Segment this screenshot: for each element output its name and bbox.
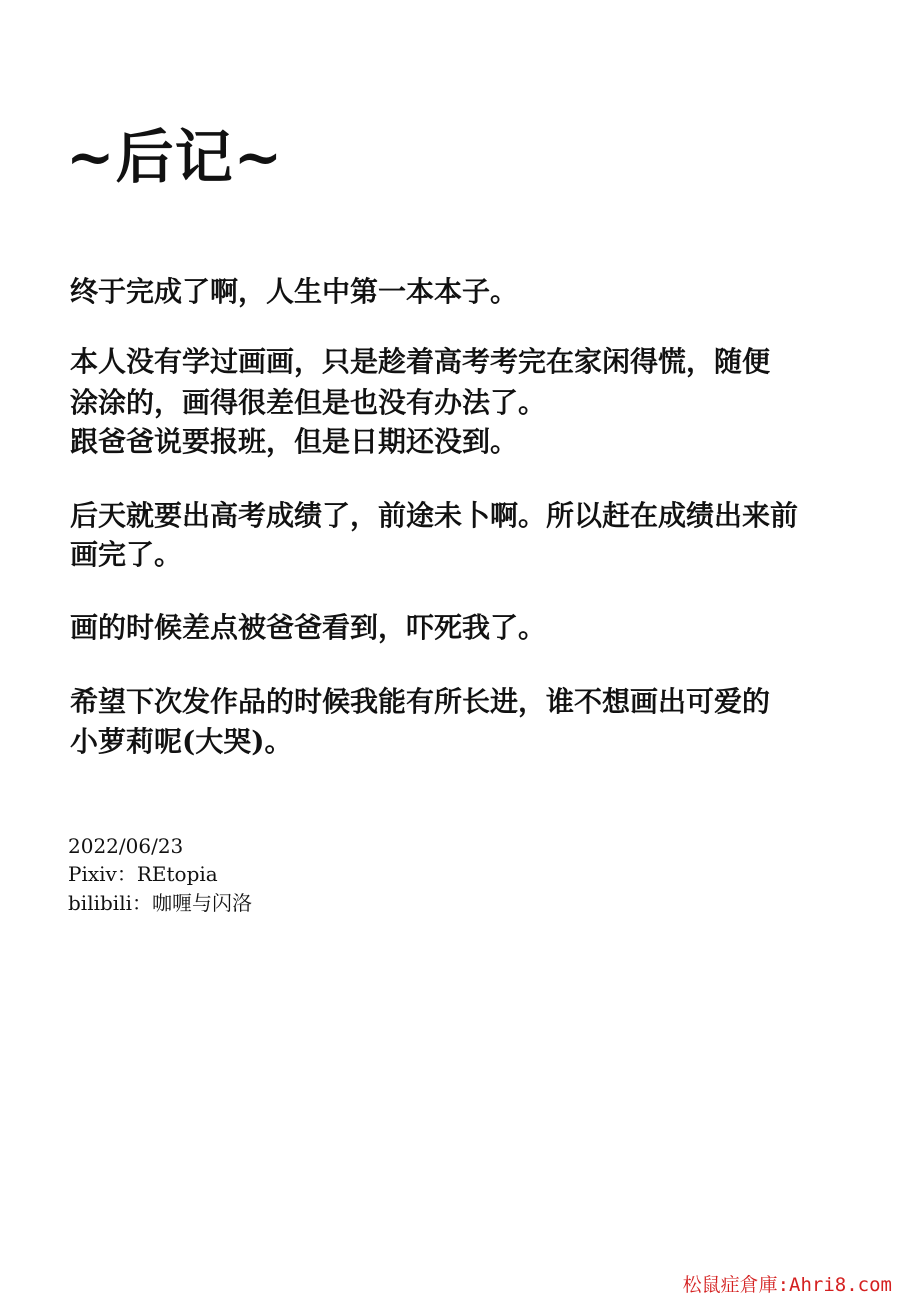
text-line: 小萝莉呢(大哭)。 [70,725,293,758]
text-line: 终于完成了啊，人生中第一本本子。 [70,275,519,308]
date-text: 2022/06/23 [68,834,184,858]
text-line: 希望下次发作品的时候我能有所长进，谁不想画出可爱的 [70,685,771,718]
bilibili-handle: bilibili：咖喱与闪洛 [68,891,252,915]
pixiv-handle: Pixiv：REtopia [68,862,218,886]
text-line: 跟爸爸说要报班，但是日期还没到。 [70,425,519,458]
page-title: ~后记~ [66,123,284,191]
text-line: 涂涂的，画得很差但是也没有办法了。 [70,386,547,419]
text-line: 画的时候差点被爸爸看到，吓死我了。 [70,611,547,644]
text-line: 后天就要出高考成绩了，前途未卜啊。所以赶在成绩出来前 [70,499,799,532]
text-line: 本人没有学过画画，只是趁着高考考完在家闲得慌，随便 [70,345,771,378]
text-line: 画完了。 [70,538,183,571]
watermark: 松鼠症倉庫:Ahri8.com [682,1274,892,1296]
